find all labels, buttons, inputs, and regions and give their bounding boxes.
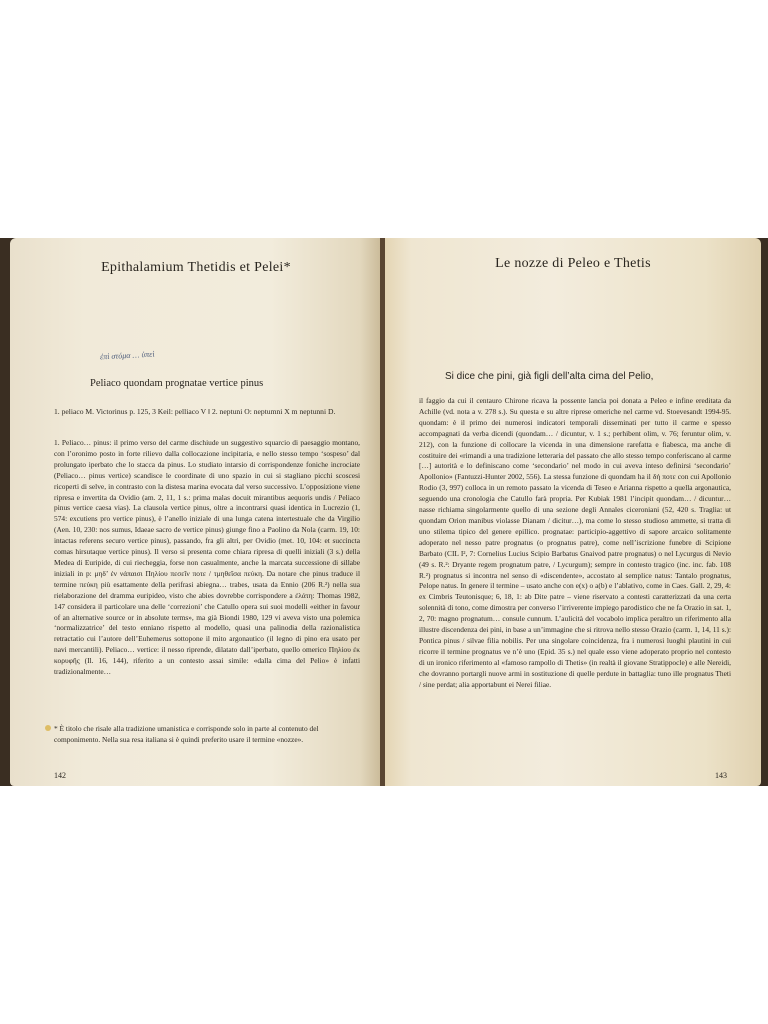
right-page: [385, 238, 761, 786]
right-running-title: Le nozze di Peleo e Thetis: [495, 256, 651, 271]
left-verse-line: Peliaco quondam prognatae vertice pinus: [90, 378, 264, 389]
right-page-number: 143: [715, 771, 727, 780]
footnote: [54, 724, 344, 745]
asterisk-mark-icon: [42, 722, 54, 734]
handwritten-note: ἐπὶ στόμα … ὑπεὶ: [99, 349, 155, 362]
right-verse-line: Si dice che pini, già figli dell’alta cima del Pelio,: [445, 371, 654, 382]
right-commentary: [419, 396, 731, 690]
left-page: [10, 238, 382, 786]
left-commentary: [54, 438, 360, 678]
left-page-number: 142: [54, 771, 66, 780]
left-commentary-text: 1. Peliaco… pinus: il primo verso del carme dischiude un suggestivo squarcio di paesaggio montano, con l’oronimo posto in forte rilievo dalla collocazione incipitaria, e nello stesso tempo ‘sospeso’ dal prolungato iperbato che lo stacca da pinus. Lo studiato intarsio di corrispondenze foniche incrociate (Peliaco… pinus vertice) scandisce le coordinate di uno spazio in cui si stagliano picchi scoscesi ricoperti di selve, in contrasto con la distesa marina evocata dal verso successivo. L’opposizione viene ripresa e invertita da Ovidio (am. 2, 11, 1 s.: prima malas docuit mirantibus aequoris undis / Peliaco pinus vertice caesa vias). La clausola vertice pinus, oltre a incontrarsi quasi identica in Lucrezio (1, 574: excutiens pro vertice pinus), è l’anello iniziale di una lunga catena intertestuale che da Virgilio (Aen. 10, 230: nos sumus, Idaeae sacro de vertice pinus) giunge fino a Paolino da Nola (carm. 19, 10: intactas referens securo vertice pinus), passando, fra gli altri, per Ovidio (met. 10, 104: et succincta comas hirsutaque vertice pinus). Il verso si presenta come chiara ripresa di quelli iniziali (3 s.) della Medea di Euripide, di cui riecheggia, forse non casualmente, anche la marcata successione di sillabe iniziali in p: μηδ’ ἐν νάπαισι Πηλίου πεσεῖν ποτε / τμηθεῖσα πεύκη. Da notare che pinus traduce il termine πεύκη più esattamente della perifrasi abiegna… trabes, usata da Ennio (206 R.²) nella sua rielaborazione del dramma euripideo, visto che abies dovrebbe corrispondere a ἐλάτη: Thomas 1982, 147 considera il particolare una delle ‘correzioni’ che Catullo opera sui suoi modelli «either in favour of an alternative source or in absolute terms», ma già Biondi 1980, 129 vi aveva visto una polemica ‘normalizzatrice’ del testo enniano rispetto al modello, quasi una palinodia della razionalistica retractatio cui l’autore dell’Euhemerus sottopone il mito argonautico (il legno di pino era usato per navi mercantili). Peliaco… vertice: il nesso riprende, dilatato dall’iperbato, quello omerico Πηλίου ἐκ κορυφῆς (Il. 16, 144), riferito a un contesto assai simile: «dalla cima del Pelio» è infatti tradizionalmente…: [54, 438, 360, 677]
left-running-title: Epithalamium Thetidis et Pelei*: [101, 260, 291, 275]
right-commentary-text: il faggio da cui il centauro Chirone ricava la possente lancia poi donata a Peleo e infine ereditata da Achille (vd. nota a v. 278 s.). Su questa e su altre riprese omeriche nel carme vd. Stoevesandt 1994-95. quondam: è il primo dei numerosi indicatori temporali disseminati per tutto il carme e spesso accompagnati da verba dicendi (quondam… / dicuntur, v. 1 s.; perhibent olim, v. 76; feruntur olim, v. 212), con la funzione di collocare la vicenda in una dimensione rarefatta e fiabesca, ma anche di costituire dei «rimandi a una tradizione letteraria del passato che allo stesso tempo conferiscano al carme […] autorità e lo definiscano come ‘secondario’ nel modo in cui aveva inteso definirsi ‘secondario’ Apollonio» (Fantuzzi-Hunter 2002, 556). La stessa funzione di quondam ha il δή ποτε con cui Apollonio Rodio (3, 997) colloca in un remoto passato la vicenda di Teseo e Arianna rispetto a quella argonautica, seguendo una cronologia che Catullo farà propria. Per Kubiak 1981 l’incipit quondam… / dicuntur… nasse richiama singolarmente quello di una sezione degli Annales ciceroniani (52, 420 s. Traglia: ut quondam Orion manibus violasse Dianam / dicitur…), ma come lo stesso studioso ammette, si tratta di uno stilema tipico del genere epillico. prognatae: participio-aggettivo di sapore arcaico solitamente adoperato nel nesso patre prognatus (o prognatus patre), come nell’iscrizione funebre di Scipione Barbato (CIL I², 7: Cornelius Lucius Scipio Barbatus Gnaivod patre prognatus) o nel Lycurgus di Nevio (49 s. R.²: Dryante regem prognatum patre, / Lycurgum); sempre in contesto tragico (inc. inc. fab. 108 R.²) prognatus si incontra nel senso di «discendente», accostato al semplice natus: Tantalo prognatus, Pelope natus. In genere il termine – usato anche con e(x) o a(b) e l’ablativo, come in Caes. Gall. 2, 29, 4: ex Cimbris Teutonisque; 6, 18, 1: ab Dite patre – viene riservato a contesti caratterizzati da una certa solennità di tono, come dimostra per converso l’irriverente impiego parodistico che ne fa Orazio in sat. 1, 2, 70: magno prognatum… consule cunnum. L’aulicità del vocabolo implica peraltro un riferimento alla illustre discendenza dei pini, in base a un’immagine che si ritrova nello stesso Orazio (carm. 1, 14, 11 s.): Pontica pinus / silvae filia nobilis. Per una singolare coincidenza, fra i numerosi luoghi plautini in cui ricorre il termine prognatus ve n’è uno (Epid. 35 s.) nel quale esso viene adoperato proprio nel contesto di un ironico riferimento al «famoso rampollo di Thetis» (in realtà il giovane Stratippocle) e alle Nereidi, che dovranno portargli nuove armi in sostituzione di quelle perdute in battaglia: tuno ille prognatus Theti / sine perdat; alia apportabunt ei Nerei filiae.: [419, 396, 731, 689]
critical-apparatus: 1. peliaco M. Victorinus p. 125, 3 Keil: pelliaco V ‖ 2. neptuni O: neptumni X m neptunni D.: [54, 407, 336, 416]
footnote-text: * È titolo che risale alla tradizione umanistica e corrisponde solo in parte al contenuto del componimento. Nella sua resa italiana si è quindi preferito usare il termine «nozze».: [54, 724, 319, 744]
book-spread: [0, 238, 768, 786]
